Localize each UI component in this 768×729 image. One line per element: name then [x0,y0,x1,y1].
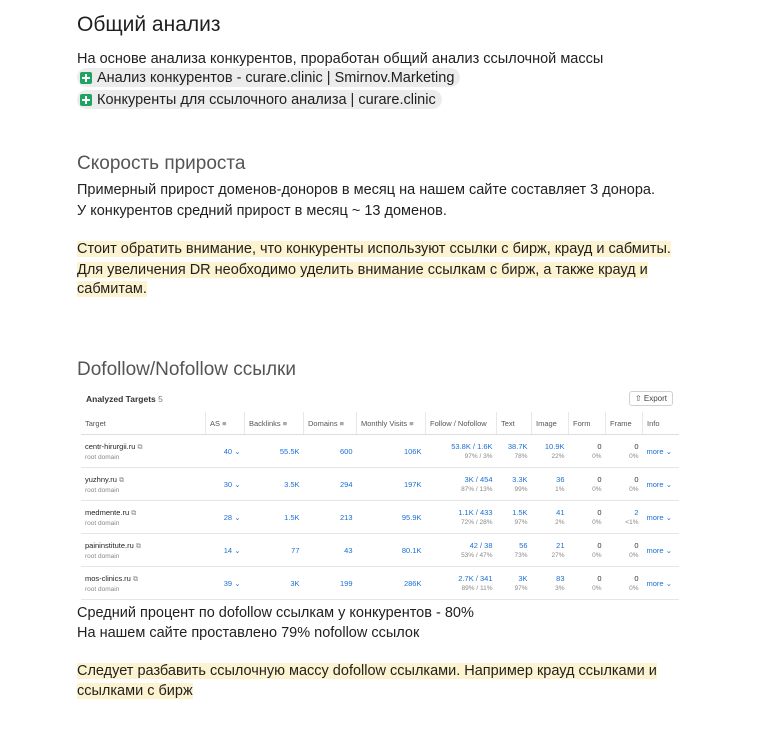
targets-table [81,412,679,600]
external-link-icon[interactable]: ⧉ [137,443,143,451]
chevron-down-icon: ⌄ [234,512,241,522]
external-link-icon[interactable]: ⧉ [119,476,125,484]
chevron-down-icon: ⌄ [665,479,672,489]
upload-icon: ⇧ [634,394,642,403]
text-cell[interactable]: 56 73% [497,534,532,567]
follow-cell[interactable]: 2.7K / 341 89% / 11% [426,567,497,600]
export-button[interactable]: ⇧ Export [629,391,673,406]
backlinks-cell[interactable]: 55.5K [245,435,304,468]
visits-cell[interactable]: 197K [357,468,426,501]
backlinks-cell[interactable]: 3K [245,567,304,600]
form-cell: 0 0% [569,501,606,534]
dofollow-line-1: Средний процент по dofollow ссылкам у конкурентов - 80% [77,605,474,621]
as-cell[interactable]: 39 ⌄ [206,567,245,600]
col-domains[interactable]: Domains ≡ [304,412,357,435]
more-button[interactable]: more ⌄ [643,567,680,600]
frame-cell: 0 0% [606,534,643,567]
dofollow-highlight-2: ссылками с бирж [77,683,193,699]
col-as[interactable]: AS ≡ [206,412,245,435]
chevron-down-icon: ⌄ [665,545,672,555]
growth-line-2: У конкурентов средний прирост в месяц ~ 13 доменов. [77,203,447,219]
chevron-down-icon: ⌄ [665,446,672,456]
sheet-link-backlink-competitors[interactable] [77,90,442,109]
col-follow: Follow / Nofollow [426,412,497,435]
image-cell[interactable]: 41 2% [532,501,569,534]
follow-cell[interactable]: 53.8K / 1.6K 97% / 3% [426,435,497,468]
frame-cell: 2 <1% [606,501,643,534]
image-cell[interactable]: 36 1% [532,468,569,501]
image-cell[interactable]: 10.9K 22% [532,435,569,468]
frame-cell: 0 0% [606,468,643,501]
col-frame: Frame [606,412,643,435]
chevron-down-icon: ⌄ [234,446,241,456]
form-cell: 0 0% [569,435,606,468]
visits-cell[interactable]: 95.9K [357,501,426,534]
as-cell[interactable]: 30 ⌄ [206,468,245,501]
dofollow-highlight-1: Следует разбавить ссылочную массу dofollow ссылками. Например крауд ссылками и [77,663,657,679]
text-cell[interactable]: 1.5K 97% [497,501,532,534]
visits-cell[interactable]: 286K [357,567,426,600]
external-link-icon[interactable]: ⧉ [131,509,137,517]
more-button[interactable]: more ⌄ [643,501,680,534]
follow-cell[interactable]: 3K / 454 87% / 13% [426,468,497,501]
image-cell[interactable]: 83 3% [532,567,569,600]
sheets-icon [80,72,92,84]
domains-cell[interactable]: 213 [304,501,357,534]
growth-line-1: Примерный прирост доменов-доноров в месяц на нашем сайте составляет 3 донора. [77,182,656,198]
dofollow-line-2: На нашем сайте проставлено 79% nofollow ссылок [77,625,420,641]
follow-cell[interactable]: 42 / 38 53% / 47% [426,534,497,567]
section-title-growth: Скорость прироста [77,153,246,174]
sheets-icon [80,94,92,106]
highlight-line-3: сабмитам. [77,281,147,297]
target-cell[interactable]: centr-hirurgii.ru ⧉ root domain [81,435,206,468]
target-cell[interactable]: paininstitute.ru ⧉ root domain [81,534,206,567]
col-visits[interactable]: Monthly Visits ≡ [357,412,426,435]
as-cell[interactable]: 28 ⌄ [206,501,245,534]
external-link-icon[interactable]: ⧉ [135,542,141,550]
section-title-general: Общий анализ [77,13,221,36]
chevron-down-icon: ⌄ [234,545,241,555]
highlight-line-2: Для увеличения DR необходимо уделить внимание ссылкам с бирж, а также крауд и [77,262,648,278]
more-button[interactable]: more ⌄ [643,534,680,567]
col-target: Target [81,412,206,435]
backlinks-cell[interactable]: 3.5K [245,468,304,501]
follow-cell[interactable]: 1.1K / 433 72% / 28% [426,501,497,534]
backlinks-cell[interactable]: 1.5K [245,501,304,534]
more-button[interactable]: more ⌄ [643,435,680,468]
table-row [81,435,679,468]
domains-cell[interactable]: 294 [304,468,357,501]
text-cell[interactable]: 3K 97% [497,567,532,600]
backlinks-cell[interactable]: 77 [245,534,304,567]
as-cell[interactable]: 14 ⌄ [206,534,245,567]
text-cell[interactable]: 3.3K 99% [497,468,532,501]
external-link-icon[interactable]: ⧉ [132,575,138,583]
form-cell: 0 0% [569,534,606,567]
col-info: Info [643,412,680,435]
visits-cell[interactable]: 106K [357,435,426,468]
form-cell: 0 0% [569,468,606,501]
col-image: Image [532,412,569,435]
frame-cell: 0 0% [606,567,643,600]
table-row [81,534,679,567]
domains-cell[interactable]: 600 [304,435,357,468]
chevron-down-icon: ⌄ [234,479,241,489]
text-cell[interactable]: 38.7K 78% [497,435,532,468]
visits-cell[interactable]: 80.1K [357,534,426,567]
col-form: Form [569,412,606,435]
table-row [81,501,679,534]
target-cell[interactable]: medmente.ru ⧉ root domain [81,501,206,534]
sheet-link-label: Конкуренты для ссылочного анализа | curare.clinic [97,91,436,108]
intro-text: На основе анализа конкурентов, проработан общий анализ ссылочной массы [77,51,604,67]
chevron-down-icon: ⌄ [665,512,672,522]
as-cell[interactable]: 40 ⌄ [206,435,245,468]
col-text: Text [497,412,532,435]
chevron-down-icon: ⌄ [665,578,672,588]
col-backlinks[interactable]: Backlinks ≡ [245,412,304,435]
target-cell[interactable]: yuzhny.ru ⧉ root domain [81,468,206,501]
chevron-down-icon: ⌄ [234,578,241,588]
image-cell[interactable]: 21 27% [532,534,569,567]
table-row [81,468,679,501]
analyzed-targets-panel [77,384,683,599]
more-button[interactable]: more ⌄ [643,468,680,501]
form-cell: 0 0% [569,567,606,600]
frame-cell: 0 0% [606,435,643,468]
sheet-link-label: Анализ конкурентов - curare.clinic | Smirnov.Marketing [97,69,455,86]
sheet-link-competitors[interactable] [77,68,460,87]
table-row [81,567,679,600]
domains-cell[interactable]: 199 [304,567,357,600]
target-cell[interactable]: mos-clinics.ru ⧉ root domain [81,567,206,600]
panel-title: Analyzed Targets 5 [86,394,163,404]
section-title-dofollow: Dofollow/Nofollow ссылки [77,359,296,380]
highlight-line-1: Стоит обратить внимание, что конкуренты используют ссылки с бирж, крауд и сабмиты. [77,241,671,257]
domains-cell[interactable]: 43 [304,534,357,567]
